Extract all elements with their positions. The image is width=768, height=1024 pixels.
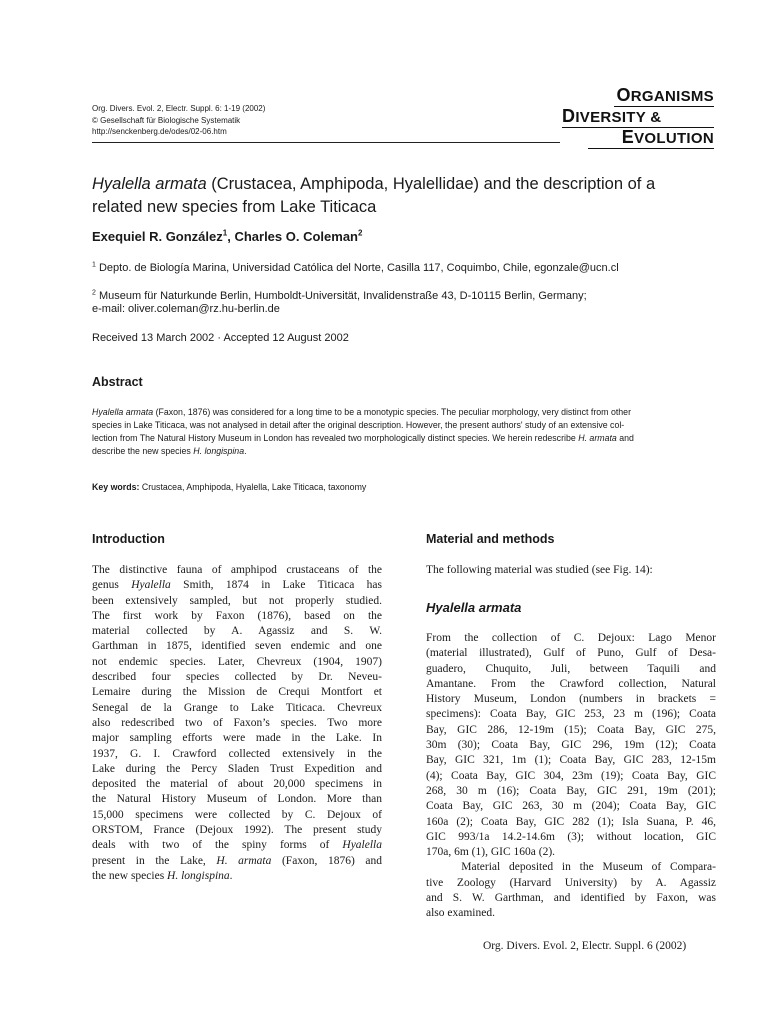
text-line: (4); Coata Bay, GIC 304, 23m (19); Coata Bay, GIC [426, 769, 716, 782]
keywords: Key words: Crustacea, Amphipoda, Hyalella, Lake Titicaca, taxonomy [92, 482, 367, 492]
methods-intro: The following material was studied (see Fig. 14): [426, 564, 653, 576]
text-line: The distinctive fauna of amphipod crustaceans of the [92, 564, 382, 576]
text-line: 1937, G. I. Crawford collected extensively in the [92, 747, 382, 760]
page-footer: Org. Divers. Evol. 2, Electr. Suppl. 6 (2002) [483, 940, 687, 952]
header-rule [92, 142, 560, 143]
journal-copyright: © Gesellschaft für Biologische Systematik [92, 115, 241, 125]
text-line: described four species collected by Dr. Neveu- [92, 671, 382, 684]
text-line: Bay, GIC 321, 1m (1); Coata Bay, GIC 283, 12-15m [426, 754, 716, 767]
text-line: 160a (2); Coata Bay, GIC 282 (1); Isla Suana, P. 46, [426, 815, 716, 828]
text-line: Bay, GIC 286, 12-19m (15); Coata Bay, GIC 275, [426, 723, 716, 736]
text-line: also examined. [426, 907, 495, 920]
paper-title: Hyalella armata (Crustacea, Amphipoda, Hyalellidae) and the description of a related new species from Lake Titicaca [92, 175, 656, 216]
methods-subheading: Hyalella armata [426, 600, 522, 615]
author-1: Exequiel R. González [92, 229, 223, 244]
author-2: Charles O. Coleman [234, 229, 358, 244]
introduction-body [92, 563, 382, 884]
logo-line-diversity: DIVERSITY & [562, 107, 714, 128]
journal-info [92, 103, 265, 138]
text-line: History Museum, London (numbers in brackets = [426, 693, 716, 706]
text-line: 15,000 specimens were collected by C. Dejoux of [92, 808, 382, 821]
text-line: deposited the material of about 20,000 specimens in [92, 778, 382, 791]
text-line: tive Zoology (Harvard University) by A. Agassiz [426, 876, 716, 889]
affiliation-2: $^2$ Museum für Naturkunde Berlin, Humboldt-Universität, Invalidenstraße 43, D-10115 Berlin, Germany; e-mail: oliver.coleman@rz.hu-berlin.de [92, 289, 587, 315]
journal-url[interactable]: http://senckenberg.de/odes/02-06.htm [92, 127, 227, 136]
text-line: Senegal de la Grange to Lake Titicaca. Chevreux [92, 701, 382, 714]
text-line: Material deposited in the Museum of Compara- [426, 861, 716, 874]
journal-logo [562, 86, 714, 149]
text-line: and S. W. Garthman, and identified by Faxon, was [426, 892, 716, 905]
abstract-heading: Abstract [92, 375, 143, 389]
title-species: Hyalella armata [92, 175, 207, 193]
text-line: been extensively sampled, but not properly studied. [92, 594, 382, 607]
text-line: deals with two of the spiny forms of Hyalella [92, 839, 382, 852]
text-line: material collected by A. Agassiz and S. W. [92, 625, 382, 638]
text-line: From the collection of C. Dejoux: Lago Menor [426, 632, 716, 644]
text-line: major sampling efforts were made in the Lake. In [92, 732, 382, 745]
abstract-body: Hyalella armata (Faxon, 1876) was considered for a long time to be a monotypic species. The peculiar morphology, very distinct from other species in Lake Titicaca, was not analysed in detail after the original description. However, the present authors' study of an extensive col- lection from The Natural History Museum in London has revealed two morphologically distinct species. We herein redescribe H. armata and describe the new species H. longispina. [92, 407, 634, 456]
text-line: not endemic species. Later, Chevreux (1904, 1907) [92, 655, 382, 668]
logo-line-organisms: ORGANISMS [562, 86, 714, 107]
text-line: specimens): Coata Bay, GIC 253, 23 m (196); Coata [426, 708, 716, 721]
affiliation-1: $^1$ Depto. de Biología Marina, Universidad Católica del Norte, Casilla 117, Coquimbo, Chile, egonzale@ucn.cl [92, 261, 619, 274]
text-line: also redescribed two of Faxon’s species. Two more [92, 716, 382, 729]
text-line: 268, 30 m (16); Coata Bay, GIC 291, 19m (201); [426, 784, 716, 797]
methods-heading: Material and methods [426, 532, 555, 546]
text-line: guadero, Chuquito, Juli, between Taquili and [426, 662, 716, 675]
text-line: The first work by Faxon (1876), based on the [92, 609, 382, 622]
text-line: (material illustrated), Gulf of Puno, Gulf of Desa- [426, 647, 716, 660]
journal-citation: Org. Divers. Evol. 2, Electr. Suppl. 6: 1-19 (2002) [92, 104, 266, 113]
authors: Exequiel R. González$^1$, Charles O. Coleman$^2$ [92, 228, 363, 244]
text-line: present in the Lake, H. armata (Faxon, 1876) and [92, 854, 383, 867]
text-line: GIC 993/1a 14.2-14.6m (3); without location, GIC [426, 830, 716, 843]
text-line: 30m (30); Coata Bay, GIC 296, 19m (12); Coata [426, 739, 716, 752]
received-accepted-dates: Received 13 March 2002 · Accepted 12 August 2002 [92, 332, 349, 344]
methods-body [426, 631, 716, 922]
text-line: Garthman in 1875, identified seven endemic and one [92, 640, 382, 653]
text-line: Lake during the Percy Sladen Trust Expedition and [92, 762, 382, 775]
text-line: the new species H. longispina. [92, 869, 233, 882]
text-line: ORSTOM, France (Dejoux 1992). The present study [92, 824, 382, 837]
logo-line-evolution: EVOLUTION [562, 128, 714, 149]
introduction-heading: Introduction [92, 532, 165, 546]
text-line: Coata Bay, GIC 263, 30 m (204); Coata Bay, GIC [426, 800, 716, 813]
text-line: Amantane. From the Crawford collection, Natural [426, 677, 716, 690]
keywords-label: Key words: [92, 482, 140, 492]
text-line: 170a, 6m (1), GIC 160a (2). [426, 846, 556, 859]
text-line: Lemaire during the Mission de Crequi Montfort et [92, 686, 382, 699]
text-line: the Natural History Museum of London. More than [92, 793, 382, 806]
text-line: genus Hyalella Smith, 1874 in Lake Titicaca has [92, 579, 382, 592]
